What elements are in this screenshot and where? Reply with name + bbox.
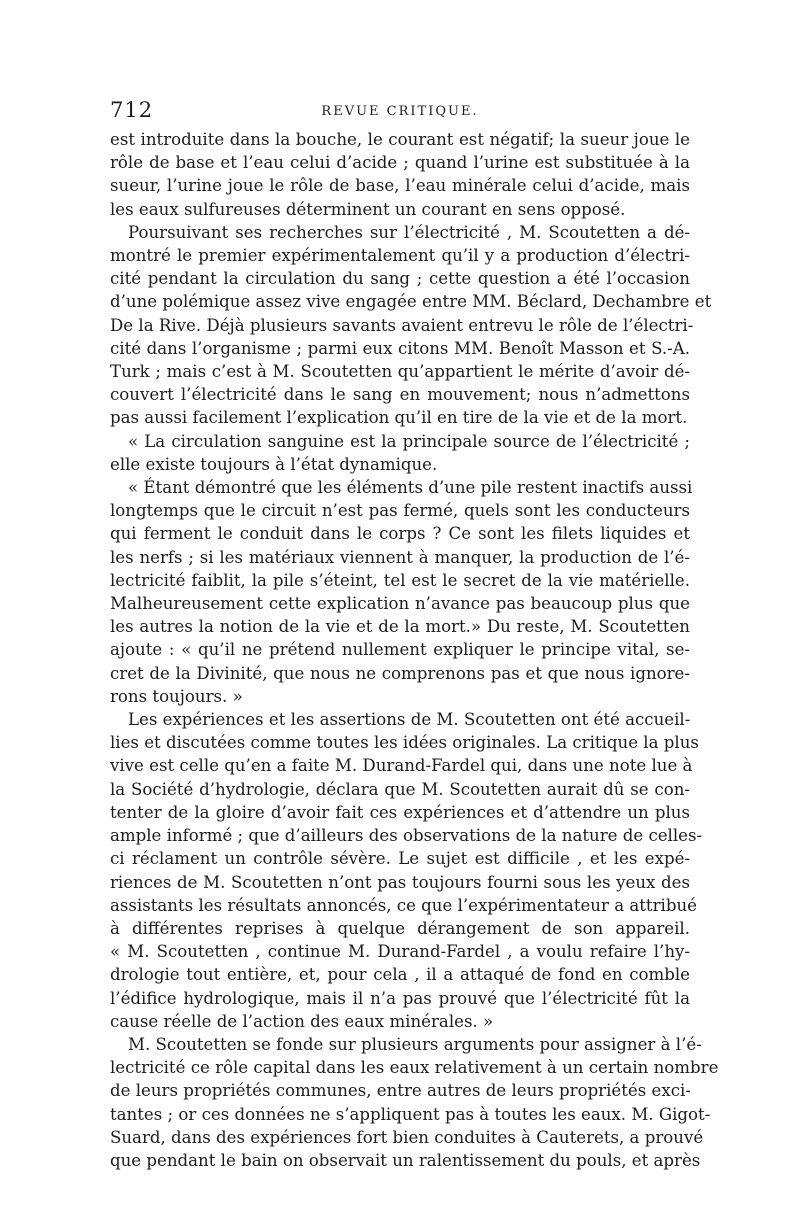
text-line: tantes ; or ces données ne s’appliquent pas à toutes les eaux. M. Gigot- — [110, 1104, 711, 1124]
text-line: cité pendant la circulation du sang ; cette question a été l’occasion — [110, 269, 690, 289]
book-page — [110, 98, 719, 1172]
text-line: drologie tout entière, et, pour cela , il a attaqué de fond en comble — [110, 965, 690, 985]
text-line: Suard, dans des expériences fort bien conduites à Cauterets, a prouvé — [110, 1127, 704, 1147]
text-line: longtemps que le circuit n’est pas fermé, quels sont les conducteurs — [110, 501, 690, 521]
text-line: « M. Scoutetten , continue M. Durand-Fardel , a voulu refaire l’hy- — [110, 942, 690, 962]
text-line: riences de M. Scoutetten n’ont pas toujours fourni sous les yeux des — [110, 872, 690, 892]
text-line: l’édifice hydrologique, mais il n’a pas prouvé que l’électricité fût la — [110, 988, 690, 1008]
text-line: qui ferment le conduit dans le corps ? Ce sont les filets liquides et — [110, 524, 690, 544]
paragraph — [110, 128, 690, 221]
text-line: tenter de la gloire d’avoir fait ces expériences et d’attendre un plus — [110, 802, 690, 822]
text-line: de leurs propriétés communes, entre autres de leurs propriétés exci- — [110, 1081, 691, 1101]
text-line: De la Rive. Déjà plusieurs savants avaient entrevu le rôle de l’électri- — [110, 315, 694, 335]
text-line: ajoute : « qu’il ne prétend nullement expliquer le principe vital, se- — [110, 640, 690, 660]
text-line: montré le premier expérimentalement qu’il y a production d’électri- — [110, 246, 690, 266]
page-header — [110, 98, 690, 128]
text-line: est introduite dans la bouche, le courant est négatif; la sueur joue le — [110, 130, 690, 149]
text-line: les autres la notion de la vie et de la mort.» Du reste, M. Scoutetten — [110, 617, 690, 637]
text-line: lies et discutées comme toutes les idées originales. La critique la plus — [110, 733, 699, 753]
paragraph — [110, 476, 693, 708]
body-text — [110, 128, 719, 1172]
text-line: couvert l’électricité dans le sang en mouvement; nous n’admettons — [110, 385, 690, 405]
text-line: que pendant le bain on observait un ralentissement du pouls, et après — [110, 1150, 701, 1170]
text-line: cité dans l’organisme ; parmi eux citons MM. Benoît Masson et S.-A. — [110, 338, 690, 358]
text-line: elle existe toujours à l’état dynamique. — [110, 454, 438, 474]
paragraph — [110, 221, 712, 430]
text-line: « La circulation sanguine est la principale source de l’électricité ; — [128, 431, 690, 451]
text-line: les nerfs ; si les matériaux viennent à manquer, la production de l’é- — [110, 547, 690, 567]
text-line: Turk ; mais c’est à M. Scoutetten qu’appartient le mérite d’avoir dé- — [110, 362, 690, 382]
text-line: vive est celle qu’en a faite M. Durand-Fardel qui, dans une note lue à — [110, 756, 693, 776]
text-line: ample informé ; que d’ailleurs des observations de la nature de celles- — [110, 826, 703, 846]
page-number: 712 — [110, 98, 154, 122]
text-line: Les expériences et les assertions de M. Scoutetten ont été accueil- — [128, 710, 691, 730]
text-line: lectricité faiblit, la pile s’éteint, tel est le secret de la vie matérielle. — [110, 570, 690, 590]
text-line: à différentes reprises à quelque dérangement de son appareil. — [110, 918, 690, 938]
text-line: Malheureusement cette explication n’avance pas beaucoup plus que — [110, 594, 690, 614]
text-line: lectricité ce rôle capital dans les eaux relativement à un certain nombre — [110, 1058, 719, 1078]
text-line: la Société d’hydrologie, déclara que M. Scoutetten aurait dû se con- — [110, 779, 690, 799]
text-line: d’une polémique assez vive engagée entre MM. Béclard, Dechambre et — [110, 292, 712, 312]
text-line: cause réelle de l’action des eaux minérales. » — [110, 1011, 494, 1031]
text-line: rons toujours. » — [110, 686, 243, 706]
text-line: ci réclament un contrôle sévère. Le sujet est difficile , et les expé- — [110, 849, 690, 869]
text-line: pas aussi facilement l’explication qu’il en tire de la vie et de la mort. — [110, 408, 688, 428]
paragraph — [110, 1033, 719, 1172]
text-line: rôle de base et l’eau celui d’acide ; quand l’urine est substituée à la — [110, 153, 690, 173]
paragraph — [110, 708, 703, 1033]
running-title: REVUE CRITIQUE. — [321, 104, 479, 119]
paragraph — [110, 430, 690, 476]
text-line: les eaux sulfureuses déterminent un courant en sens opposé. — [110, 199, 626, 219]
text-line: M. Scoutetten se fonde sur plusieurs arguments pour assigner à l’é- — [128, 1034, 702, 1054]
text-line: Poursuivant ses recherches sur l’électricité , M. Scoutetten a dé- — [128, 222, 690, 242]
text-line: « Étant démontré que les éléments d’une pile restent inactifs aussi — [128, 478, 693, 498]
text-line: cret de la Divinité, que nous ne comprenons pas et que nous ignore- — [110, 663, 690, 683]
text-line: sueur, l’urine joue le rôle de base, l’eau minérale celui d’acide, mais — [110, 176, 690, 196]
text-line: assistants les résultats annoncés, ce que l’expérimentateur a attribué — [110, 895, 697, 915]
